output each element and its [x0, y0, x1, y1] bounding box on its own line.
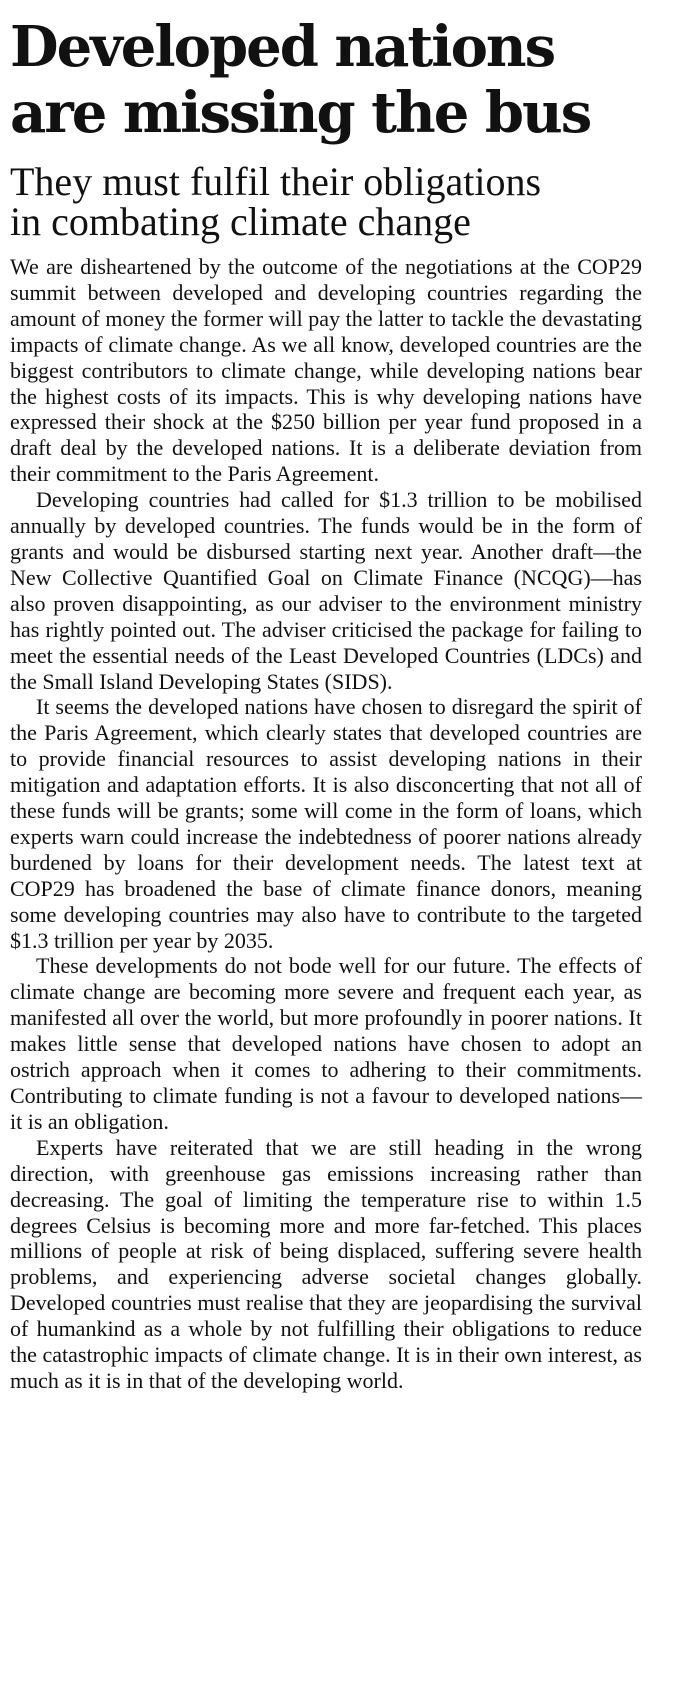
subheadline-line-1: They must fulfil their obligations — [10, 159, 542, 204]
editorial-article — [10, 14, 642, 1394]
headline-line-1: Developed nations — [10, 14, 555, 80]
subheadline-line-2: in combating climate change — [10, 199, 471, 244]
headline-line-2: are missing the bus — [10, 80, 591, 146]
article-body — [10, 254, 642, 1394]
paragraph-5: Experts have reiterated that we are still heading in the wrong direction, with greenhouse gas emissions increasing rather than decreasing. The goal of limiting the temperature rise to within 1.5 degrees Celsius is becoming more and more far-fetched. This places millions of people at risk of being displaced, suffering severe health problems, and experiencing adverse societal changes globally. Developed countries must realise that they are jeopardising the survival of humankind as a whole by not fulfilling their obligations to reduce the catastrophic impacts of climate change. It is in their own interest, as much as it is in that of the developing world. — [10, 1134, 642, 1393]
subheadline — [10, 159, 642, 244]
headline — [10, 14, 642, 146]
paragraph-1: We are disheartened by the outcome of the negotiations at the COP29 summit between developed and developing countries regarding the amount of money the former will pay the latter to tackle the devastating impacts of climate change. As we all know, developed countries are the biggest contributors to climate change, while developing nations bear the highest costs of its impacts. This is why developing nations have expressed their shock at the $250 billion per year fund proposed in a draft deal by the developed nations. It is a deliberate deviation from their commitment to the Paris Agreement. — [10, 254, 642, 487]
paragraph-3: It seems the developed nations have chosen to disregard the spirit of the Paris Agreement, which clearly states that developed countries are to provide financial resources to assist developing nations in their mitigation and adaptation efforts. It is also disconcerting that not all of these funds will be grants; some will come in the form of loans, which experts warn could increase the indebtedness of poorer nations already burdened by loans for their development needs. The latest text at COP29 has broadened the base of climate finance donors, meaning some developing countries may also have to contribute to the targeted $1.3 trillion per year by 2035. — [10, 694, 642, 953]
paragraph-2: Developing countries had called for $1.3 trillion to be mobilised annually by developed countries. The funds would be in the form of grants and would be disbursed starting next year. Another draft—the New Collective Quantified Goal on Climate Finance (NCQG)—has also proven disappointing, as our adviser to the environment ministry has rightly pointed out. The adviser criticised the package for failing to meet the essential needs of the Least Developed Countries (LDCs) and the Small Island Developing States (SIDS). — [10, 487, 642, 694]
paragraph-4: These developments do not bode well for our future. The effects of climate change are becoming more severe and frequent each year, as manifested all over the world, but more profoundly in poorer nations. It makes little sense that developed nations have chosen to adopt an ostrich approach when it comes to adhering to their commitments. Contributing to climate funding is not a favour to developed nations—it is an obligation. — [10, 953, 642, 1134]
